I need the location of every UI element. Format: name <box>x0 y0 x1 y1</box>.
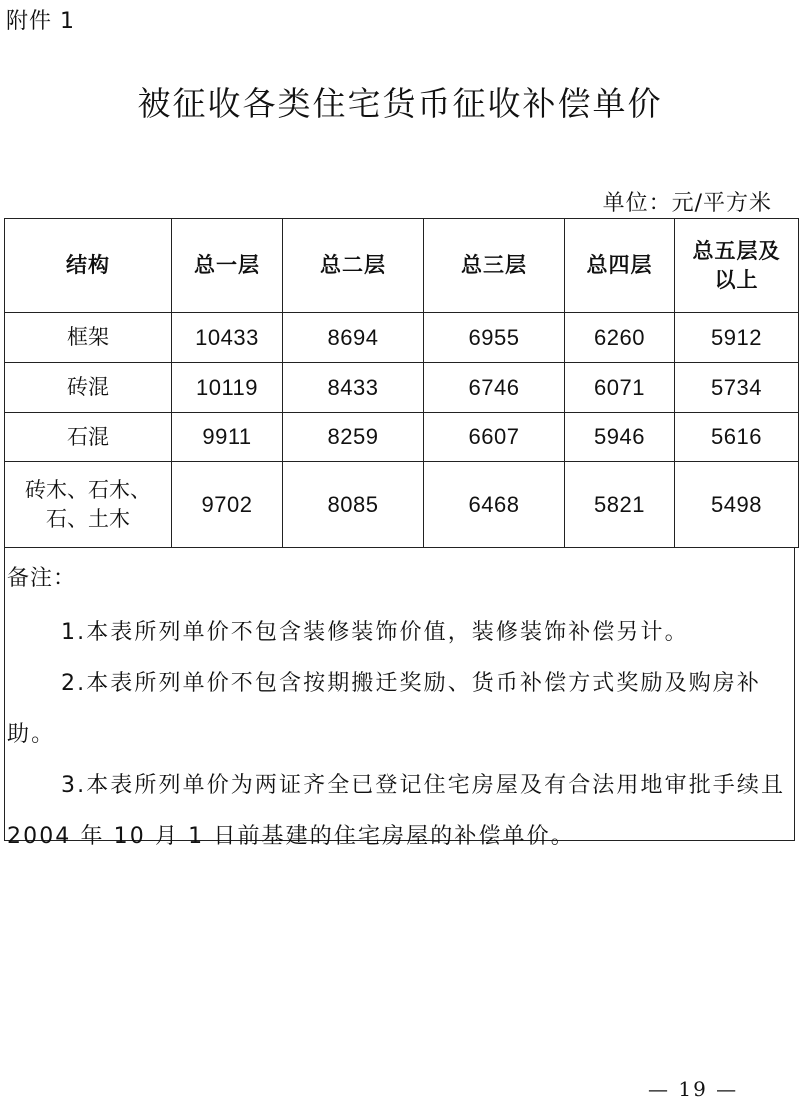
table-cell: 8085 <box>283 462 424 548</box>
table-cell: 9702 <box>172 462 283 548</box>
notes-section <box>4 547 795 849</box>
table-row <box>5 462 799 548</box>
table-cell: 5912 <box>675 313 799 363</box>
header-floor-5-plus-line2: 以上 <box>714 267 759 292</box>
table-row <box>5 313 799 363</box>
unit-label: 单位：元/平方米 <box>602 191 772 216</box>
note-item: 3.本表所列单价为两证齐全已登记住宅房屋及有合法用地审批手续且 2004 年 10 月 1 日前基建的住宅房屋的补偿单价。 <box>7 773 786 849</box>
table-cell: 6468 <box>424 462 565 548</box>
table-cell: 8694 <box>283 313 424 363</box>
header-floor-1: 总一层 <box>172 219 283 313</box>
table-cell: 8259 <box>283 413 424 462</box>
notes-title: 备注： <box>7 566 77 591</box>
note-item: 2.本表所列单价不包含按期搬迁奖励、货币补偿方式奖励及购房补助。 <box>7 671 761 747</box>
table-cell: 10433 <box>172 313 283 363</box>
header-floor-4: 总四层 <box>565 219 675 313</box>
table-cell: 6746 <box>424 363 565 413</box>
table-cell: 5498 <box>675 462 799 548</box>
row-structure: 石混 <box>5 413 172 462</box>
price-table <box>4 218 799 548</box>
row-structure: 框架 <box>5 313 172 363</box>
table-cell: 6607 <box>424 413 565 462</box>
header-structure: 结构 <box>5 219 172 313</box>
table-cell: 5821 <box>565 462 675 548</box>
attachment-label: 附件 1 <box>6 9 75 34</box>
table-row <box>5 413 799 462</box>
row-structure <box>5 462 172 548</box>
note-item: 1.本表所列单价不包含装修装饰价值，装修装饰补偿另计。 <box>61 620 689 645</box>
header-floor-2: 总二层 <box>283 219 424 313</box>
row-structure: 砖混 <box>5 363 172 413</box>
row-structure-line1: 砖木、石木、 <box>25 478 151 503</box>
table-cell: 6955 <box>424 313 565 363</box>
table-row <box>5 363 799 413</box>
page-title: 被征收各类住宅货币征收补偿单价 <box>137 84 663 123</box>
page-number: — 19 — <box>648 1077 739 1101</box>
header-floor-3: 总三层 <box>424 219 565 313</box>
table-cell: 5734 <box>675 363 799 413</box>
table-cell: 8433 <box>283 363 424 413</box>
table-cell: 5946 <box>565 413 675 462</box>
table-cell: 5616 <box>675 413 799 462</box>
header-floor-5-plus <box>675 219 799 313</box>
table-cell: 6071 <box>565 363 675 413</box>
table-cell: 10119 <box>172 363 283 413</box>
table-cell: 9911 <box>172 413 283 462</box>
row-structure-line2: 石、土木 <box>46 506 130 531</box>
table-cell: 6260 <box>565 313 675 363</box>
header-floor-5-plus-line1: 总五层及 <box>692 239 781 264</box>
table-header-row <box>5 219 799 313</box>
